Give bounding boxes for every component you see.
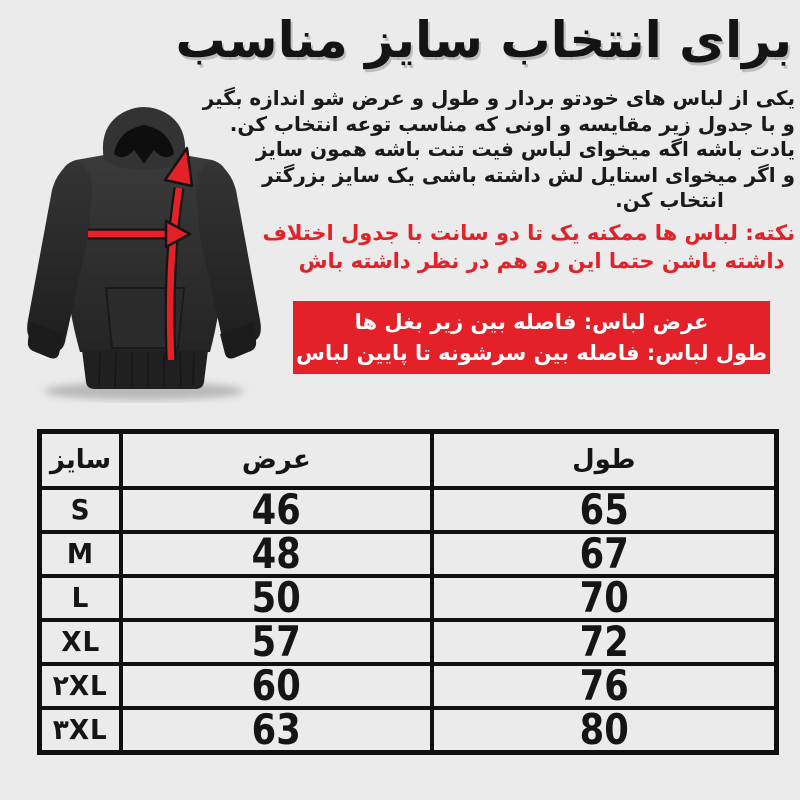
length-cell	[432, 484, 777, 534]
table-row	[40, 532, 777, 576]
size-cell	[40, 620, 121, 664]
col-header-width: عرض	[121, 432, 432, 489]
size-label: ۲XL	[52, 669, 108, 702]
table-row	[40, 620, 777, 664]
size-cell	[40, 576, 121, 620]
length-value: 76	[579, 660, 629, 710]
size-label: ۳XL	[52, 713, 108, 746]
length-value: 67	[579, 528, 629, 578]
intro-line: و اگر میخوای استایل لش داشته باشی یک سایز بزرگتر	[262, 162, 795, 187]
width-value: 46	[251, 484, 301, 534]
length-cell	[432, 528, 777, 578]
length-cell	[432, 572, 777, 622]
size-cell	[40, 488, 121, 532]
page-title: برای انتخاب سایز مناسب	[175, 11, 792, 69]
table-row	[40, 708, 777, 753]
size-cell	[40, 532, 121, 576]
width-cell	[121, 616, 432, 666]
banner-line-width-definition: عرض لباس: فاصله بین زیر بغل ها	[354, 310, 709, 334]
note-line: داشته باشن حتما این رو هم در نظر داشته باش	[298, 249, 785, 273]
intro-text	[202, 86, 795, 214]
width-value: 48	[251, 528, 301, 578]
table-row	[40, 576, 777, 620]
intro-line: و با جدول زیر مقایسه و اونی که مناسب توعه انتخاب کن.	[229, 111, 795, 136]
width-cell	[121, 704, 432, 754]
size-cell	[40, 708, 121, 753]
banner-line-length-definition: طول لباس: فاصله بین سرشونه تا پایین لباس	[295, 340, 768, 365]
length-value: 70	[579, 572, 629, 622]
length-cell	[432, 660, 777, 710]
width-value: 63	[251, 704, 301, 754]
width-cell	[121, 572, 432, 622]
intro-line: یکی از لباس های خودتو بردار و طول و عرض شو اندازه بگیر	[202, 86, 795, 110]
hoodie-hem-band	[82, 350, 208, 389]
length-value: 80	[579, 704, 629, 754]
width-cell	[121, 484, 432, 534]
width-value: 60	[251, 660, 301, 710]
intro-line: یادت باشه اگه میخوای لباس فیت تنت باشه همون سایز	[255, 137, 795, 161]
size-label: S	[70, 493, 91, 526]
width-cell	[121, 660, 432, 710]
note-line: نکته: لباس ها ممکنه یک تا دو سانت با جدول اختلاف	[262, 221, 795, 245]
width-value: 50	[251, 572, 301, 622]
size-label: L	[71, 581, 90, 614]
note-text	[262, 219, 795, 275]
length-value: 65	[579, 484, 629, 534]
size-table	[37, 429, 779, 755]
intro-line: انتخاب کن.	[615, 188, 724, 212]
table-row	[40, 488, 777, 532]
table-row	[40, 664, 777, 708]
length-cell	[432, 616, 777, 666]
size-cell	[40, 664, 121, 708]
table-header-row	[40, 432, 777, 489]
definitions-banner	[293, 301, 770, 374]
length-cell	[432, 704, 777, 754]
size-label: M	[66, 537, 95, 570]
length-value: 72	[579, 616, 629, 666]
width-cell	[121, 528, 432, 578]
hoodie-image	[2, 98, 282, 403]
size-label: XL	[60, 625, 100, 658]
width-value: 57	[251, 616, 301, 666]
col-header-length: طول	[432, 432, 777, 489]
col-header-size: سایز	[40, 432, 121, 489]
